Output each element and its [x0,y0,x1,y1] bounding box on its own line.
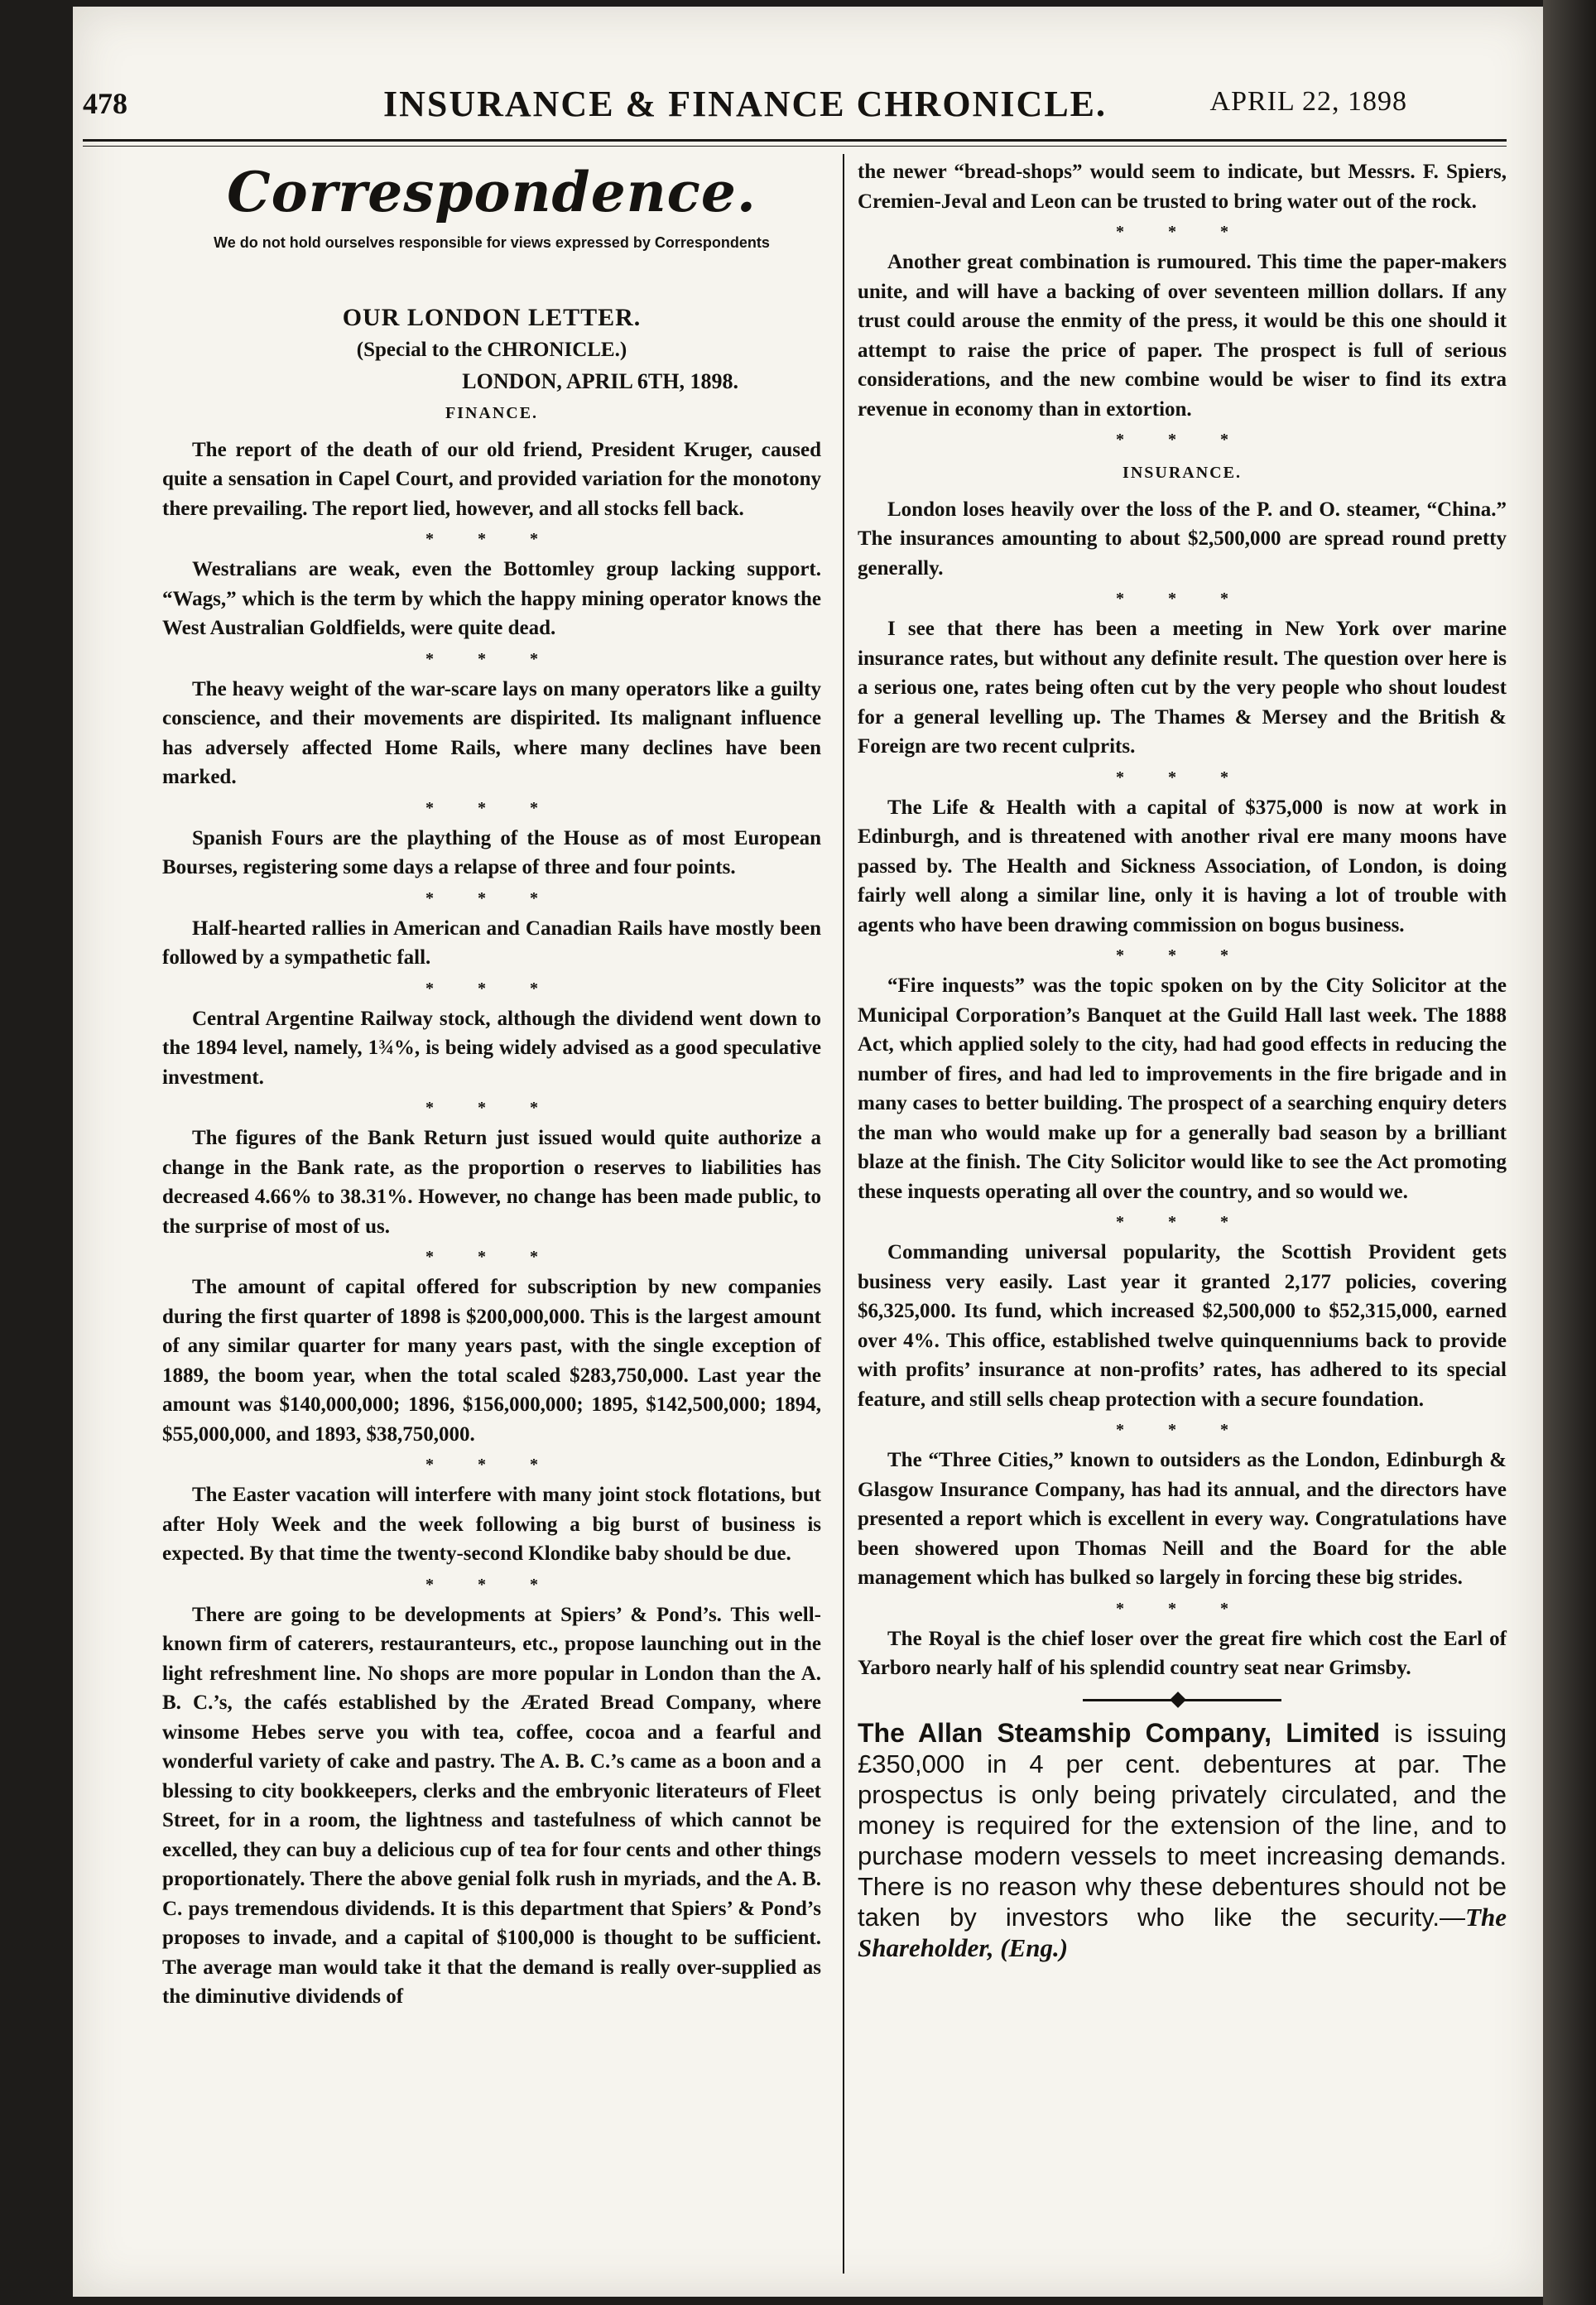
header-rule [83,139,1507,142]
finance-heading: FINANCE. [445,404,539,422]
ad-company: The Allan Steamship Company, Limited [858,1717,1381,1748]
ad-source-suffix: (Eng.) [993,1932,1069,1962]
column-divider [843,154,844,2274]
separator-stars: * * * [1116,946,1248,965]
paragraph: Spanish Fours are the plaything of the House as of most European Bourses, registering some days a relapse of three and four points. [162,826,821,878]
paragraph: I see that there has been a meeting in New York over marine insurance rates, but without any definite result. The question over here is a serious one, rates being often cut by the very people who shout loudest for a general levelling up. The Thames & Mersey and the British & Foreign are two recent culprits. [858,618,1507,758]
paragraph: Another great combination is rumoured. This time the paper-makers unite, and will have a backing of over seventeen million dollars. If any trust could arouse the enmity of the press, it would be this one should it attempt to raise the price of paper. The prospect is full of serious considerations, and the new combine would be wiser to find its extra revenue in economy than in extortion. [858,251,1507,421]
insurance-heading: INSURANCE. [1122,464,1242,482]
paragraph: Half-hearted rallies in American and Canadian Rails have mostly been followed by a sympathetic fall. [162,917,821,969]
paragraph: Westralians are weak, even the Bottomley group lacking support. “Wags,” which is the term by which the happy mining operator knows the West Australian Goldfields, were quite dead. [162,558,821,639]
letter-title: OUR LONDON LETTER. [342,303,642,331]
paragraph: “Fire inquests” was the topic spoken on by the City Solicitor at the Municipal Corporation’s Banquet at the Guild Hall last week. The 1888 Act, which applied solely to the city, had had good effects in reducing the number of fires, and had led to improvements in the fire brigade and in many cases to better building. The prospect of a searching enquiry deters the man who would make up for a generally bad season by a brilliant blaze at the finish. The City Solicitor would like to see the Act promoting these inquests operating all over the country, and so would we. [858,974,1507,1203]
letter-special: (Special to the CHRONICLE.) [356,339,627,361]
left-column [162,154,821,2012]
header-rule-thin [83,146,1507,147]
separator-stars: * * * [425,1575,558,1594]
separator-stars: * * * [425,1099,558,1117]
paragraph: Commanding universal popularity, the Scottish Provident gets business very easily. Last year it granted 2,177 policies, covering $6,325,000. Its fund, which increased $2,500,000 to $52,315,000, earned over 4%. This office, established twelve quinquenniums back to provide with profits’ insurance at non-profits’ rates, has adhered to its special feature, and still sells cheap protection with a secure foundation. [858,1241,1507,1411]
paragraph: London loses heavily over the loss of the P. and O. steamer, “China.” The insurances amounting to about $2,500,000 are spread round pretty generally. [858,498,1507,580]
section-disclaimer: We do not hold ourselves responsible for views expressed by Correspondents [214,234,770,251]
page-number: 478 [83,87,127,120]
paragraph: There are going to be developments at Spiers’ & Pond’s. This well-known firm of caterers, restauranteurs, etc., propose launching out in the light refreshment line. No shops are more popular in London than the A. B. C.’s, the cafés established by the Ærated Bread Company, where winsome Hebes serve you with tea, coffee, cocoa and a fearful and wonderful variety of cake and pastry. The A. B. C.’s came as a boon and a blessing to city bookkeepers, clerks and the embryonic literateurs of Fleet Street, for in a room, the lightness and tastefulness of which cannot be excelled, they can buy a delicious cup of tea for four cents and other things proportionately. There the above genial folk rush in myriads, and the A. B. C. pays tremendous dividends. It is this department that Spiers’ & Pond’s proposes to invade, and a capital of $100,000 is thought to be sufficient. The average man would take it that the demand is really over-supplied as the diminutive dividends of [162,1603,821,2008]
right-column [858,157,1507,1963]
separator-stars: * * * [425,979,558,998]
paragraph: Central Argentine Railway stock, although the dividend went down to the 1894 level, namely, 1¾%, is being widely advised as a good speculative investment. [162,1007,821,1089]
separator-stars: * * * [1116,431,1248,449]
publication-title: INSURANCE & FINANCE CHRONICLE. [382,84,1108,124]
separator-stars: * * * [425,530,558,548]
separator-stars: * * * [425,649,558,668]
separator-stars: * * * [425,888,558,907]
separator-stars: * * * [1116,1421,1248,1439]
ornament-rule [1083,1691,1281,1708]
paragraph: The report of the death of our old friend, President Kruger, caused quite a sensation in Capel Court, and provided variation for the monotony there prevailing. The report lied, however, and all stocks fell back. [162,438,821,520]
separator-stars: * * * [1116,589,1248,608]
separator-stars: * * * [425,1456,558,1474]
separator-stars: * * * [425,1248,558,1266]
ad-source: The Shareholder, [858,1902,1507,1962]
separator-stars: * * * [1116,768,1248,787]
paragraph: the newer “bread-shops” would seem to indicate, but Messrs. F. Spiers, Cremien-Jeval and Leon can be trusted to bring water out of the rock. [858,161,1507,213]
ornament-diamond [1170,1691,1186,1708]
separator-stars: * * * [1116,223,1248,241]
advertisement [858,1718,1507,1963]
paragraph: The figures of the Bank Return just issued would quite authorize a change in the Bank rate, as the proportion o reserves to liabilities has decreased 4.66% to 38.31%. However, no change has been made public, to the surprise of most of us. [162,1127,821,1238]
paragraph: The “Three Cities,” known to outsiders as the London, Edinburgh & Glasgow Insurance Company, has had its annual, and the directors have presented a report which is excellent in every way. Congratulations have been showered upon Thomas Neill and the Board for the able management which has bulked so largely in forcing these big strides. [858,1449,1507,1589]
issue-date: APRIL 22, 1898 [1209,86,1407,117]
paragraph: The amount of capital offered for subscription by new companies during the first quarter of 1898 is $200,000,000. This is the largest amount of any similar quarter for many years past, with the single exception of 1889, the boom year, when the total scaled $283,750,000. Last year the amount was $140,000,000; 1896, $156,000,000; 1895, $142,500,000; 1894, $55,000,000, and 1893, $38,750,000. [162,1276,821,1446]
letter-dateline: LONDON, APRIL 6TH, 1898. [462,368,738,393]
section-title: Correspondence. [227,160,757,224]
paragraph: The Life & Health with a capital of $375,000 is now at work in Edinburgh, and is threatened with another rival ere many moons have passed by. The Health and Sickness Association, of London, is doing fairly well along a similar line, only it is having a lot of trouble with agents who have been drawing commission on bogus business. [858,796,1507,936]
separator-stars: * * * [1116,1599,1248,1618]
ad-body: is issuing £350,000 in 4 per cent. debentures at par. The prospectus is only being privately circulated, and the money is required for the extension of the line, and to purchase modern vessels to meet increasing demands. There is no reason why these debentures should not be taken by investors who like the security.— [858,1718,1507,1932]
separator-stars: * * * [425,798,558,817]
paragraph: The Royal is the chief loser over the great fire which cost the Earl of Yarboro nearly half of his splendid country seat near Grimsby. [858,1627,1507,1679]
page-edge [1543,0,1596,2305]
paragraph: The Easter vacation will interfere with many joint stock flotations, but after Holy Week and the week following a big burst of business is expected. By that time the twenty-second Klondike baby should be due. [162,1484,821,1565]
page-header [83,83,1407,132]
separator-stars: * * * [1116,1213,1248,1231]
paragraph: The heavy weight of the war-scare lays on many operators like a guilty conscience, and their movements are dispirited. Its malignant influence has adversely affected Home Rails, where many declines have been marked. [162,677,821,788]
